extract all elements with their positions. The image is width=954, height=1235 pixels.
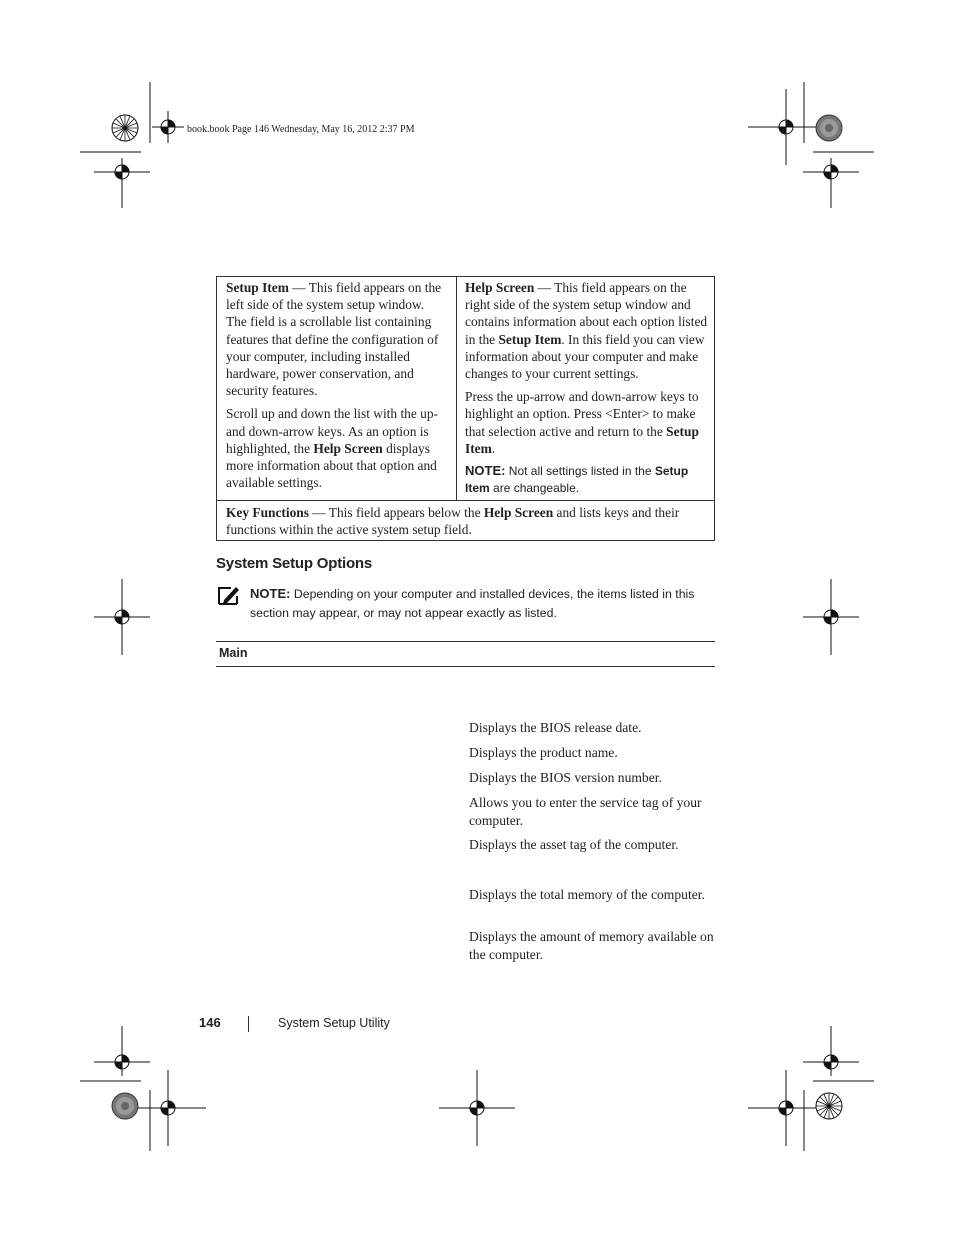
main-label: Main (219, 646, 248, 660)
key-functions-cell: Key Functions — This field appears below the Help Screen and lists keys and their functions within the active system setup field. (226, 505, 680, 538)
section-title: System Setup Options (216, 555, 373, 572)
desc-service-tag: Allows you to enter the service tag of your computer. (469, 795, 702, 828)
setup-screen-table (216, 276, 715, 541)
desc-total-memory: Displays the total memory of the computer. (469, 887, 705, 902)
footer-separator (248, 1016, 249, 1032)
print-header: book.book Page 146 Wednesday, May 16, 2012 2:37 PM (187, 124, 415, 135)
desc-product-name: Displays the product name. (469, 745, 618, 760)
page-number: 146 (199, 1015, 221, 1030)
desc-asset-tag: Displays the asset tag of the computer. (469, 837, 679, 852)
desc-available-memory: Displays the amount of memory available on the computer. (469, 929, 714, 962)
footer-section-title: System Setup Utility (278, 1016, 390, 1030)
main-table-header (216, 641, 715, 667)
note-text: NOTE: Depending on your computer and installed devices, the items listed in this section may appear, or may not appear exactly as listed. (250, 586, 695, 620)
desc-bios-version: Displays the BIOS version number. (469, 770, 662, 785)
pencil-note-icon (217, 584, 241, 606)
crosshair-registration-mark-icon (152, 111, 184, 143)
setup-item-cell: Setup Item — This field appears on the left side of the system setup window. The field is a scrollable list containing features that define the configuration of your computer, including installed hardware, power conservation, and security features. Scroll up and down the list with the up- and down-arrow keys. As an option is highlighted, the Help Screen displays more information about that option and available settings. (226, 280, 442, 491)
desc-bios-date: Displays the BIOS release date. (469, 720, 642, 735)
help-screen-cell: Help Screen — This field appears on the right side of the system setup window and contains information about each option listed in the Setup Item. In this field you can view information about your computer and make changes to your current settings. Press the up-arrow and down-arrow keys to highlight an option. Press <Enter> to make that selection active and return to the Setup Item. NOTE: Not all settings listed in the Setup Item are changeable. (465, 280, 708, 496)
